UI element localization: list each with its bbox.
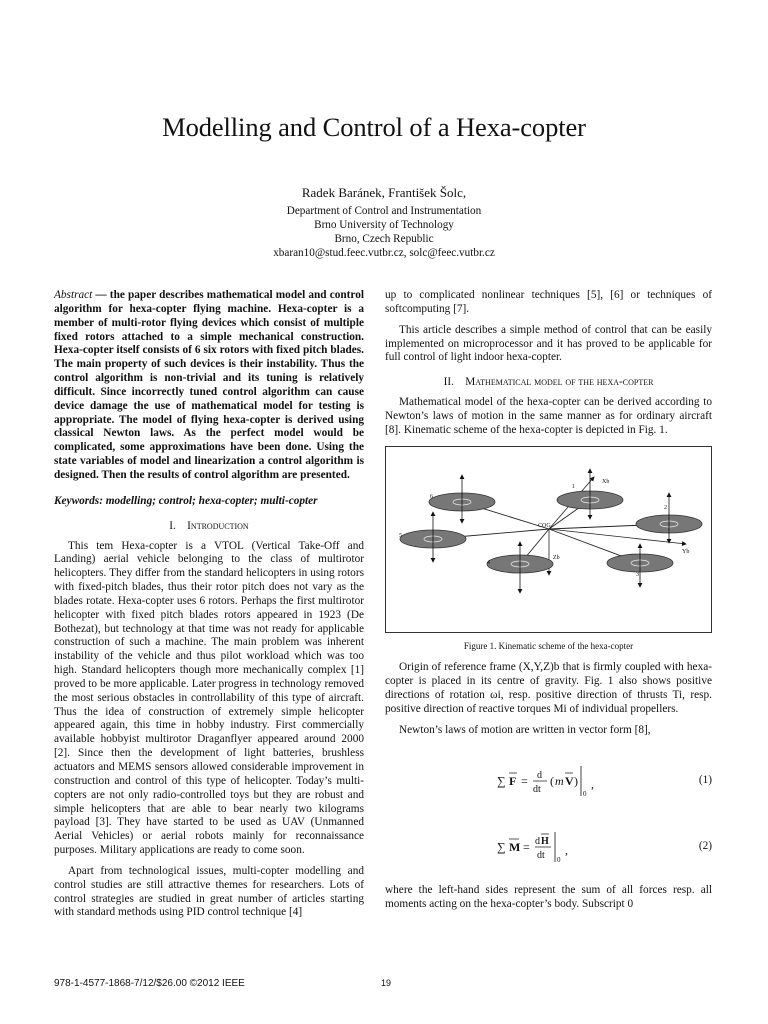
emails: xbaran10@stud.feec.vutbr.cz, solc@feec.vutbr.cz [273,246,495,259]
svg-text:d: d [537,769,542,781]
model-paragraph-2: Origin of reference frame (X,Y,Z)b that is firmly coupled with hexa-copter is placed in its centre of gravity. Fig. 1 also shows positive directions of rotation ωi, resp. positive direction of thrusts Ti, resp. positive direction of reactive torques Mi of individual propellers. [385,661,712,715]
svg-text:∑: ∑ [497,773,506,788]
svg-text:=: = [521,773,528,788]
section-heading-introduction: I. Introduction [169,519,249,532]
equation-1-number: (1) [698,773,712,786]
keywords: Keywords: modelling; control; hexa-copter; multi-copter [54,494,318,507]
rotors [400,491,702,573]
figure-1 [385,446,712,633]
svg-text:dt: dt [533,783,541,795]
page-number: 19 [381,978,392,988]
x-axis-label: Xb [602,478,610,485]
rotor-number-2: 2 [664,504,667,511]
model-paragraph-1: Mathematical model of the hexa-copter can be derived according to Newton’s laws of motion in the same manner as for ordinary aircraft [8]. Kinematic scheme of the hexa-copter is depicted in Fig. 1. [385,396,712,436]
department: Department of Control and Instrumentation [286,205,482,217]
rotor-number-1: 1 [572,483,575,490]
svg-text:0: 0 [557,855,561,864]
abstract-text: — the paper describes mathematical model and control algorithm for hexa-copter flying machine. Hexa-copter is a member of multi-rotor flying devices which consist of multiple fixed rotors attached to a simple mechanical construction. Hexa-copter itself consists of 6 six rotors with fixed pitch blades. The main property of such devices is their instability. Thus the control algorithm is non-trivial and its tuning is relatively difficult. Since incorrectly tuned control algorithm can cause device damage the use of mathematical model for testing is appropriate. The model of flying hexa-copter is derived using classical Newton laws. As the perfect model would be complicated, some approximations have been done. Using the state variables of model and linearization a control algorithm is designed. Then the results of control algorithm are presented. [54,289,364,481]
equation-2 [385,818,712,878]
svg-text:∑: ∑ [497,839,506,854]
svg-text:=: = [523,839,530,854]
intro-paragraph-2: Apart from technological issues, multi-copter modelling and control studies are still attractive themes for researchers. Lots of control strategies are studied in great number of articles starting with standard methods using PID control technique [4] [54,864,364,919]
z-axis-label: Zb [553,554,560,561]
model-paragraph-3: Newton’s laws of motion are written in vector form [8], [399,723,651,736]
right-paragraph-method: This article describes a simple method of control that can be easily implemented on microprocessor and it has proved to be applicable for full control of light indoor hexa-copter. [385,323,712,364]
authors: Radek Baránek, František Šolc, [301,185,467,200]
svg-text:): ) [574,773,578,788]
model-paragraph-4: where the left-hand sides represent the sum of all forces resp. all moments acting on the hexa-copter’s body. Subscript 0 [385,883,712,910]
figure-caption: Figure 1. Kinematic scheme of the hexa-copter [463,640,634,651]
y-axis-label: Yb [682,548,690,555]
kinematic-scheme-diagram [386,447,711,632]
abstract-label: Abstract [54,289,93,301]
svg-text:V: V [565,773,574,788]
rotor-number-3: 3 [636,571,639,578]
rotor-number-5: 5 [399,532,402,539]
equation-2-formula [495,818,625,878]
svg-text:m: m [555,773,564,788]
equation-1 [385,752,712,812]
section-heading-model: II. Mathematical model of the hexa-copter [443,376,654,389]
svg-text:,: , [565,842,568,857]
svg-text:dt: dt [537,849,545,861]
left-column [54,289,364,920]
rotor-number-6: 6 [430,493,433,500]
svg-text:H: H [541,835,549,847]
svg-text:d: d [535,835,540,847]
equation-1-formula [495,752,625,812]
intro-paragraph-1: This tem Hexa-copter is a VTOL (Vertical Take-Off and Landing) aerial vehicle belonging to the class of multirotor helicopters. They differ from the standard helicopters in using rotors with fixed-pitch blades, thus their rotor pitch does not vary as the blades rotate. Hexa-copter uses 6 rotors. Perhaps the first multirotor helicopter with fixed pitch blades rotors appeared in 1923 (De Bothezat), but technology at that time was not ready for applicable construction of such a machine. The main problem was inherent instability of the vehicle and thus pilot workload which was too high. Standard helicopters though more mechanically complex [1] proved to be more applicable. Later progress in technology removed the most serious obstacles in controllability of this type of aircraft. Thus the idea of construction of extremely simple helicopter appeared again, this time in hobby industry. First commercially available hobbyist multirotor Draganflyer appeared around 2000 [2]. Since then the development of light batteries, brushless actuators and MEMS sensors allowed considerable improvement in construction and control of this type of helicopter. Today’s multi-copters are not only radio-controlled toys but they are robust and simple helicopters that are able to bear nearly two kilograms payload [3]. They have started to be used as UAV (Unmanned Aerial Vehicles) or aerial robots mainly for reconnaissance purposes. Military applications are ready to come soon. [54,539,364,857]
svg-text:M: M [509,839,521,854]
equation-2-number: (2) [698,839,712,852]
svg-text:(: ( [550,773,554,788]
svg-text:,: , [591,776,594,791]
rotor-number-4: 4 [487,559,490,566]
right-paragraph-continued: up to complicated nonlinear techniques [5], [6] or techniques of softcomputing [7]. [385,289,712,315]
university: Brno University of Technology [314,218,454,231]
affiliation [0,205,768,261]
footer-isbn: 978-1-4577-1868-7/12/$26.00 ©2012 IEEE [54,978,245,989]
thrust-arrows [433,469,669,593]
paper-title: Modelling and Control of a Hexa-copter [162,112,586,142]
location: Brno, Czech Republic [334,232,434,245]
svg-text:0: 0 [583,789,587,798]
svg-text:F: F [509,773,517,788]
abstract [54,289,364,483]
right-column [385,289,712,911]
cog-label: COG [538,522,551,529]
